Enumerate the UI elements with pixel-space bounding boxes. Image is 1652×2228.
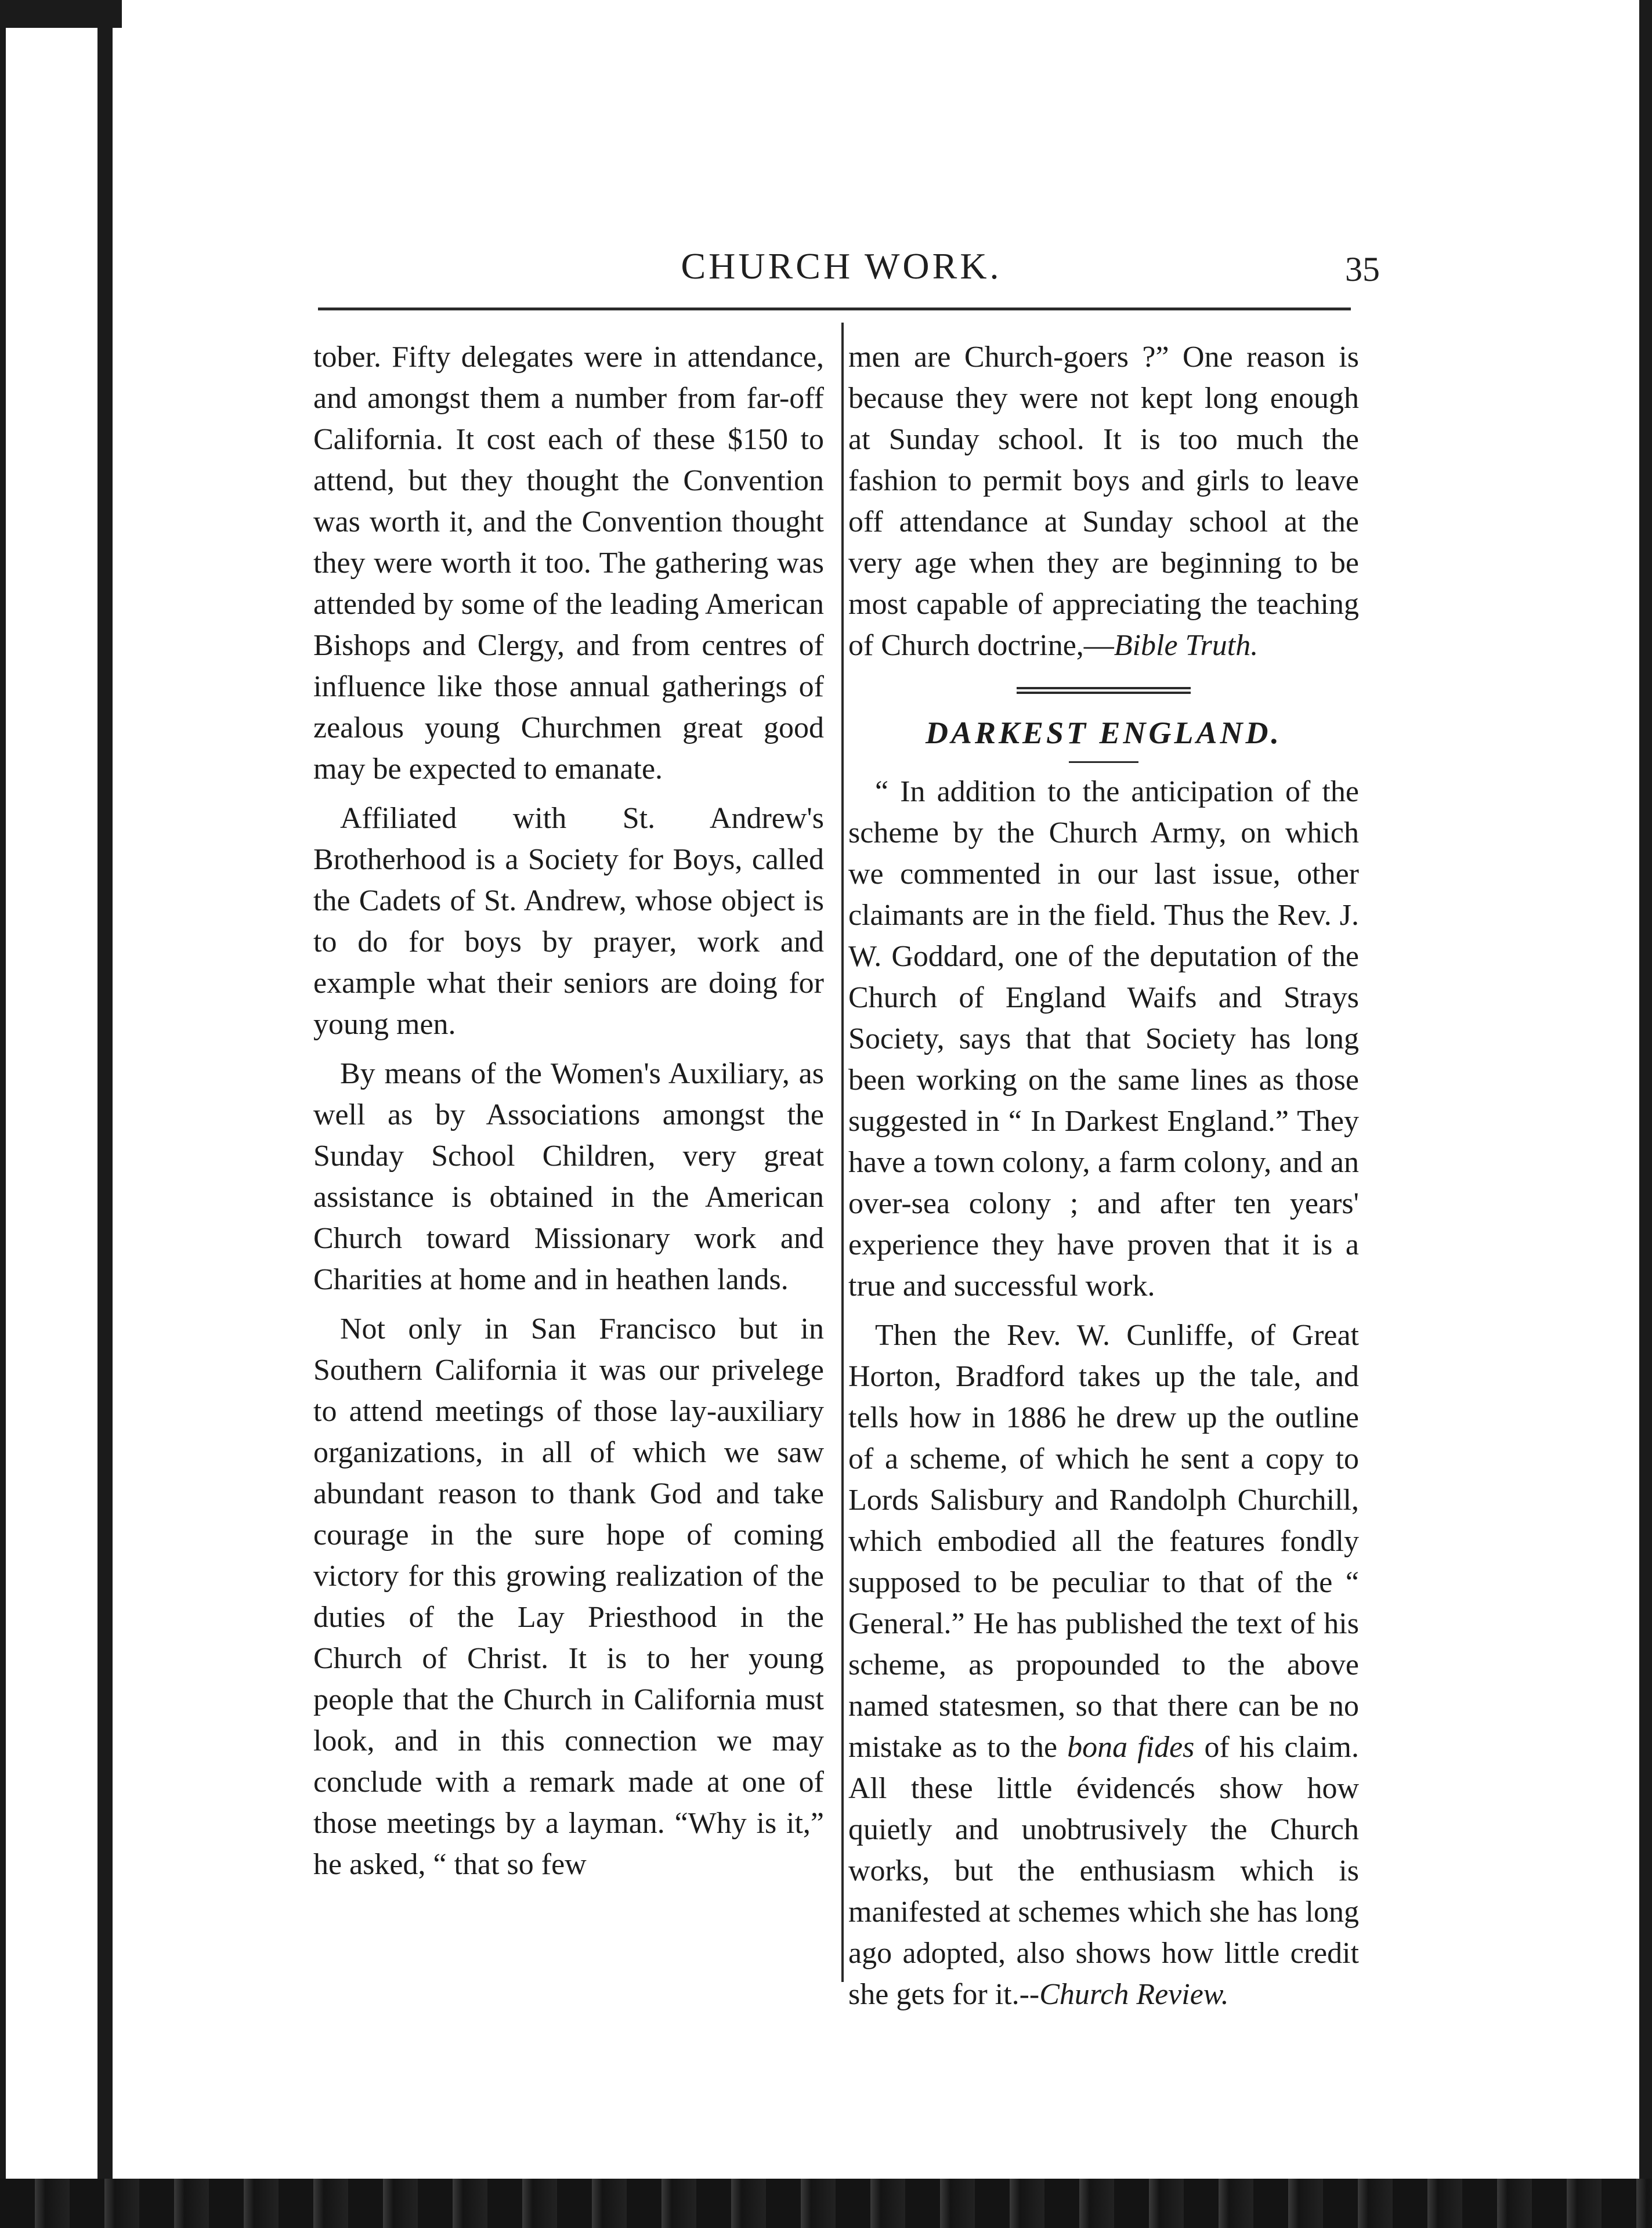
section-divider	[1017, 687, 1191, 694]
paragraph: tober. Fifty delegates were in attendance, and amongst them a number from far-off California. It cost each of these $150 to attend, but they thought the Convention was worth it, and the Convention thought they were worth it too. The gathering was attended by some of the leading American Bishops and Clergy, and from centres of influence like those annual gatherings of zealous young Churchmen great good may be expected to emanate.	[313, 341, 824, 786]
paragraph: By means of the Women's Auxiliary, as well as by Associations amongst the Sunday School Children, very great assistance is obtained in the American Church toward Missionary work and Charities at home and in heathen lands.	[313, 1057, 824, 1296]
left-column	[313, 337, 824, 1885]
paragraph-text: of his claim. All these little évidencés show how quietly and unobtrusively the Church works, but the enthusiasm which is manifested at schemes which she has long ago adopted, also shows how little credit she gets for it.--	[848, 1731, 1359, 2011]
section-title: DARKEST ENGLAND.	[925, 715, 1282, 750]
title-rule	[1069, 761, 1138, 763]
running-header: CHURCH WORK.	[681, 245, 1002, 287]
paragraph: Affiliated with St. Andrew's Brotherhood is a Society for Boys, called the Cadets of St. Andrew, whose object is to do for boys by prayer, work and example what their seniors are doing for young men.	[313, 802, 824, 1041]
paragraph: “ In addition to the anticipation of the scheme by the Church Army, on which we commented in our last issue, other claimants are in the field. Thus the Rev. J. W. Goddard, one of the deputation of the Church of England Waifs and Strays Society, says that that Society has long been working on the same lines as those suggested in “ In Darkest England.” They have a town colony, a farm colony, and an over-sea colony ; and after ten years' experience they have proven that it is a true and successful work.	[848, 775, 1359, 1303]
paragraph	[848, 337, 1359, 666]
paragraph-text: Then the Rev. W. Cunliffe, of Great Horton, Bradford takes up the tale, and tells how in 1886 he drew up the outline of a scheme, of which he sent a copy to Lords Salisbury and Randolph Churchill, which embodied all the features fondly supposed to be peculiar to that of the “ General.” He has published the text of his scheme, as propounded to the above named statesmen, so that there can be no mistake as to the	[848, 1319, 1359, 1764]
paragraph: Not only in San Francisco but in Southern California it was our privelege to attend meetings of those lay-auxiliary organizations, in all of which we saw abundant reason to thank God and take courage in the sure hope of coming victory for this growing realization of the duties of the Lay Priesthood in the Church of Christ. It is to her young people that the Church in California must look, and in this connection we may conclude with a remark made at one of those meetings by a layman. “Why is it,” he asked, “ that so few	[313, 1312, 824, 1881]
paragraph	[848, 1315, 1359, 2015]
page-edge-right	[1639, 0, 1652, 2228]
column-divider	[841, 323, 844, 1982]
source-citation: Bible Truth.	[1114, 629, 1259, 662]
header-rule	[318, 308, 1351, 310]
italic-phrase: bona fides	[1067, 1731, 1195, 1764]
source-citation: Church Review.	[1039, 1978, 1229, 2011]
left-page-edge	[0, 0, 110, 2228]
right-column	[848, 337, 1359, 2015]
binding-rule-left	[97, 0, 113, 2182]
page-number: 35	[1345, 250, 1380, 288]
paragraph-text: men are Church-goers ?” One reason is because they were not kept long enough at Sunday school. It is too much the fashion to permit boys and girls to leave off attendance at Sunday school at the very age when they are beginning to be most capable of appreciating the teaching of Church doctrine,—	[848, 341, 1359, 662]
page-edge-bottom	[0, 2179, 1652, 2228]
